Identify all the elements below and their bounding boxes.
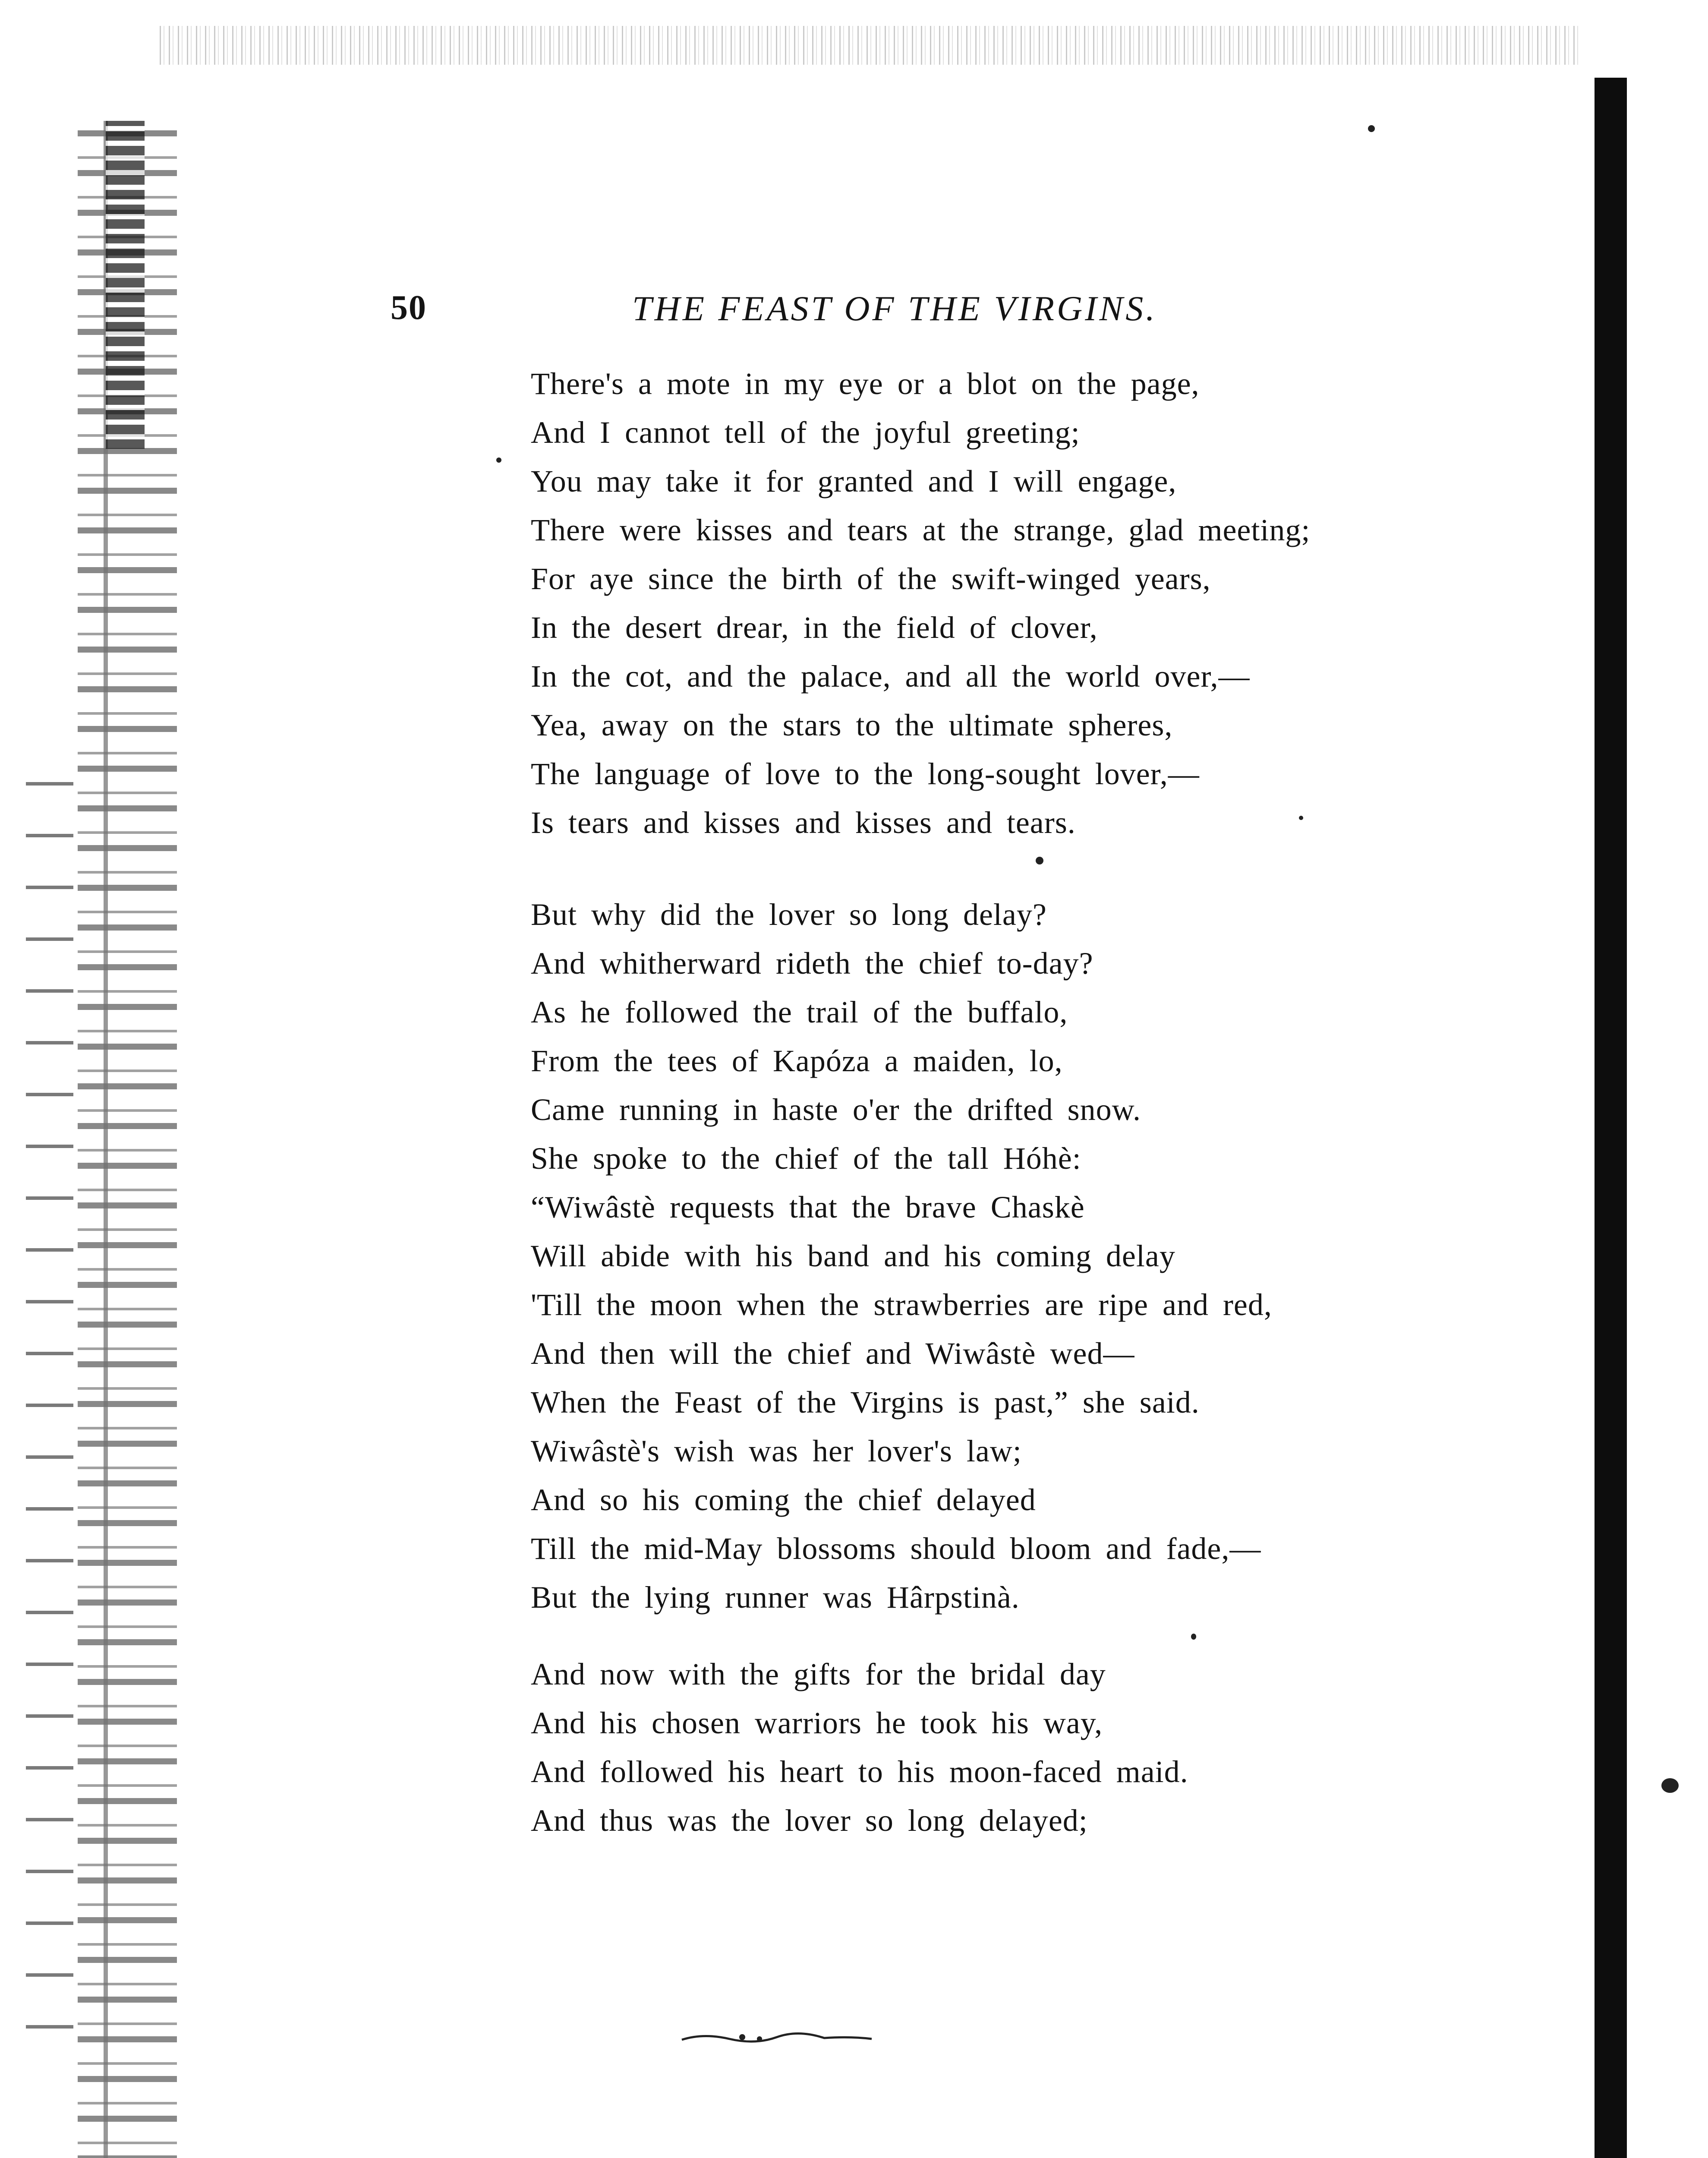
- poem-line: In the desert drear, in the field of clover,: [531, 610, 1098, 645]
- poem-line: In the cot, and the palace, and all the world over,—: [531, 659, 1250, 694]
- stanza-2: [531, 890, 1272, 1622]
- scan-speck: [1661, 1778, 1679, 1793]
- scan-margin-ticks: [26, 734, 73, 2029]
- poem-line: Yea, away on the stars to the ultimate spheres,: [531, 708, 1173, 742]
- poem-line: But why did the lover so long delay?: [531, 897, 1047, 932]
- poem-line: There's a mote in my eye or a blot on the page,: [531, 366, 1200, 401]
- poem-line: And thus was the lover so long delayed;: [531, 1803, 1088, 1838]
- tailpiece-ornament: [678, 2029, 876, 2046]
- poem-line: Came running in haste o'er the drifted snow.: [531, 1092, 1141, 1127]
- poem-line: From the tees of Kapóza a maiden, lo,: [531, 1044, 1063, 1078]
- poem-line: And I cannot tell of the joyful greeting;: [531, 415, 1080, 450]
- poem-line: There were kisses and tears at the strange, glad meeting;: [531, 513, 1311, 547]
- poem-line: Wiwâstè's wish was her lover's law;: [531, 1434, 1022, 1468]
- poem-line: 'Till the moon when the strawberries are ripe and red,: [531, 1287, 1272, 1322]
- poem-line: And his chosen warriors he took his way,: [531, 1706, 1103, 1740]
- running-title: THE FEAST OF THE VIRGINS.: [632, 289, 1157, 328]
- scan-speck: [1368, 125, 1375, 132]
- poem-line: Till the mid-May blossoms should bloom and fade,—: [531, 1531, 1261, 1566]
- scan-right-shadow-bar: [1595, 78, 1627, 2158]
- scan-speck: [1036, 857, 1043, 864]
- poem-line: “Wiwâstè requests that the brave Chaskè: [531, 1190, 1085, 1224]
- stanza-1: [531, 360, 1310, 847]
- scan-speck: [1191, 1634, 1196, 1640]
- scan-noise-top: [160, 26, 1579, 65]
- poem-line: And now with the gifts for the bridal day: [531, 1657, 1106, 1691]
- poem-line: You may take it for granted and I will engage,: [531, 464, 1177, 498]
- poem-line: For aye since the birth of the swift-winged years,: [531, 562, 1211, 596]
- scan-speck: [496, 457, 501, 463]
- poem-line: Will abide with his band and his coming delay: [531, 1239, 1175, 1273]
- poem-line: The language of love to the long-sought lover,—: [531, 757, 1200, 791]
- stanza-3: [531, 1650, 1188, 1845]
- poem-line: And then will the chief and Wiwâstè wed—: [531, 1336, 1135, 1371]
- poem-line: But the lying runner was Hârpstinà.: [531, 1580, 1020, 1615]
- poem-line: When the Feast of the Virgins is past,” she said.: [531, 1385, 1200, 1420]
- poem-line: And so his coming the chief delayed: [531, 1483, 1036, 1517]
- poem-line: Is tears and kisses and kisses and tears.: [531, 805, 1076, 840]
- scan-binding-edge-dark: [106, 121, 145, 449]
- poem-line: And whitherward rideth the chief to-day?: [531, 946, 1093, 981]
- poem-line: And followed his heart to his moon-faced maid.: [531, 1754, 1188, 1789]
- poem-line: She spoke to the chief of the tall Hóhè:: [531, 1141, 1081, 1176]
- poem-line: As he followed the trail of the buffalo,: [531, 995, 1068, 1029]
- page-number: 50: [391, 289, 427, 327]
